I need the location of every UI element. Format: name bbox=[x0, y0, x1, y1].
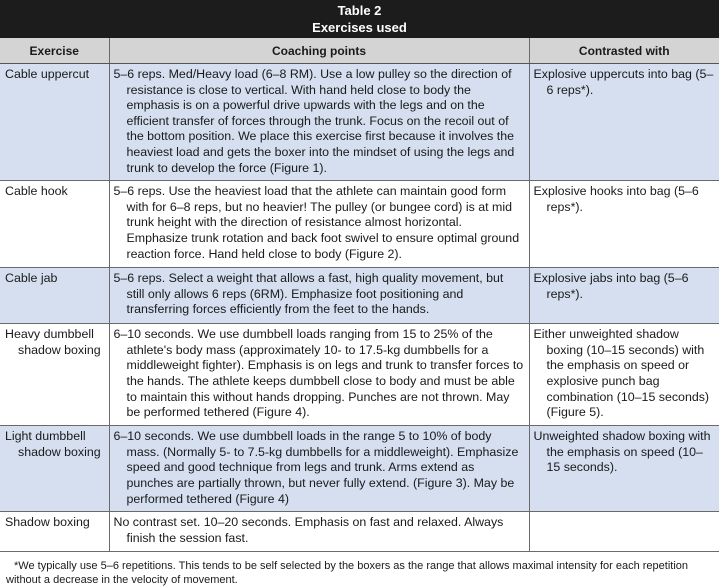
exercise-name: Heavy dumbbell shadow boxing bbox=[5, 327, 101, 357]
table-row bbox=[0, 426, 719, 512]
exercise-name: Cable hook bbox=[5, 184, 68, 199]
exercise-name: Shadow boxing bbox=[5, 515, 90, 530]
table-row bbox=[0, 181, 719, 268]
exercise-name: Light dumbbell shadow boxing bbox=[5, 429, 101, 459]
contrast-cell bbox=[529, 64, 719, 181]
header-coaching-points: Coaching points bbox=[109, 38, 529, 64]
exercise-cell bbox=[0, 324, 109, 426]
coaching-cell bbox=[109, 512, 529, 552]
table-caption: Exercises used bbox=[312, 20, 407, 35]
contrast-cell bbox=[529, 324, 719, 426]
coaching-text: 5–6 reps. Med/Heavy load (6–8 RM). Use a low pulley so the direction of resistance is close to vertical. With hand held close to body the emphasis is on a powerful drive upwards with the legs and on the efficient transfer of forces through the trunk. Focus on the recoil out of the bottom position. We place this exercise first because it involves the heaviest load and gets the boxer into the mindset of using the legs and trunk to develop the force (Figure 1). bbox=[113, 67, 515, 175]
contrast-cell bbox=[529, 268, 719, 324]
header-exercise: Exercise bbox=[0, 38, 109, 64]
coaching-text: 5–6 reps. Select a weight that allows a fast, high quality movement, but still only allows 6 reps (6RM). Emphasize foot positioning and transferring forces efficiently from the feet to the hands. bbox=[113, 271, 504, 317]
coaching-cell bbox=[109, 426, 529, 512]
coaching-cell bbox=[109, 324, 529, 426]
contrast-text: Explosive hooks into bag (5–6 reps*). bbox=[533, 184, 699, 214]
exercise-name: Cable jab bbox=[5, 271, 58, 286]
table-title-bar bbox=[0, 0, 719, 38]
exercise-cell bbox=[0, 181, 109, 268]
table-row bbox=[0, 512, 719, 552]
contrast-cell bbox=[529, 426, 719, 512]
header-row bbox=[0, 38, 719, 64]
contrast-text: Explosive jabs into bag (5–6 reps*). bbox=[533, 271, 689, 301]
table-footnote: *We typically use 5–6 repetitions. This tends to be self selected by the boxers as the range that allows maximal intensity for each repetition without a decrease in the velocity of movement. bbox=[6, 560, 689, 587]
contrast-cell bbox=[529, 512, 719, 552]
coaching-text: 6–10 seconds. We use dumbbell loads in the range 5 to 10% of body mass. (Normally 5- to 7.5-kg dumbbells for a middleweight). Emphasize speed and good technique from legs and trunk. Arms extend as punches are partially thrown, but never fully extend. (Figure 3). May be performed tethered (Figure 4) bbox=[113, 429, 519, 506]
table-row bbox=[0, 64, 719, 181]
table-number: Table 2 bbox=[337, 3, 382, 18]
coaching-text: 5–6 reps. Use the heaviest load that the athlete can maintain good form with for 6–8 reps, but no heavier! The pulley (or bungee cord) is at mid trunk height with the direction of resistance almost horizontal. Emphasize trunk rotation and back foot swivel to ensure optimal ground reaction force. Hand held close to body (Figure 2). bbox=[113, 184, 520, 261]
contrast-text: Either unweighted shadow boxing (10–15 seconds) with the emphasis on speed or explosive punch bag combination (10–15 seconds) (Figure 5). bbox=[533, 327, 710, 420]
contrast-cell bbox=[529, 181, 719, 268]
coaching-cell bbox=[109, 181, 529, 268]
contrast-text: Explosive uppercuts into bag (5–6 reps*). bbox=[533, 67, 714, 97]
contrast-text: Unweighted shadow boxing with the emphasis on speed (10–15 seconds). bbox=[533, 429, 711, 475]
table-row bbox=[0, 268, 719, 324]
coaching-text: 6–10 seconds. We use dumbbell loads ranging from 15 to 25% of the athlete's body mass (approximately 10- to 17.5-kg dumbbells for a middleweight fighter). Emphasis is on legs and trunk to transfer forces to the hands. The athlete keeps dumbbell close to body and must be able to maintain this without hands dropping. Punches are not thrown. May be performed tethered (Figure 4). bbox=[113, 327, 524, 420]
exercise-cell bbox=[0, 64, 109, 181]
exercise-cell bbox=[0, 512, 109, 552]
coaching-text: No contrast set. 10–20 seconds. Emphasis on fast and relaxed. Always finish the session fast. bbox=[113, 515, 504, 545]
coaching-cell bbox=[109, 268, 529, 324]
table-row bbox=[0, 324, 719, 426]
exercise-cell bbox=[0, 426, 109, 512]
header-contrasted-with: Contrasted with bbox=[529, 38, 719, 64]
exercise-cell bbox=[0, 268, 109, 324]
exercises-table bbox=[0, 38, 719, 552]
exercise-name: Cable uppercut bbox=[5, 67, 90, 81]
coaching-cell bbox=[109, 64, 529, 181]
